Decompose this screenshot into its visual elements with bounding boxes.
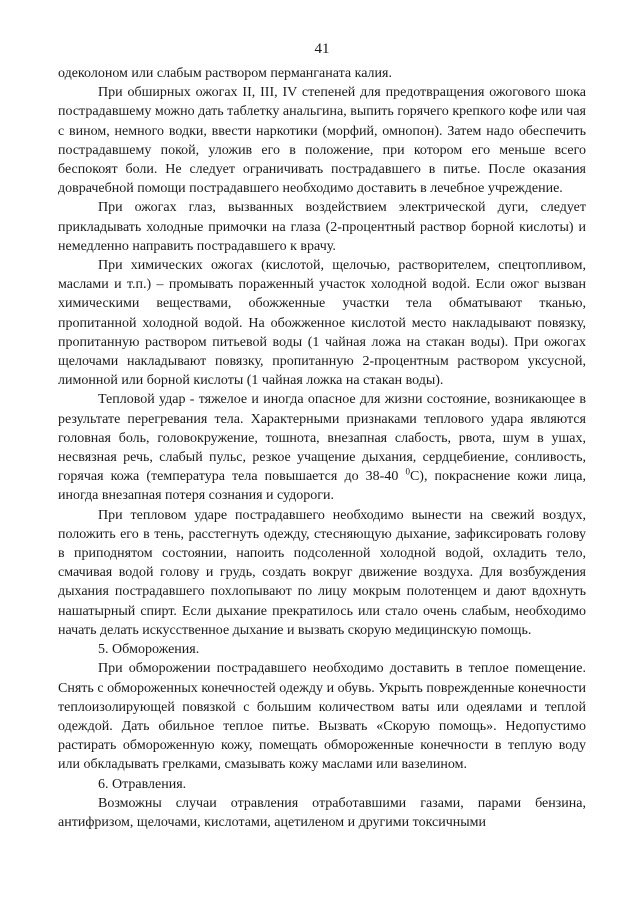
paragraph-continuation: одеколоном или слабым раствором перманганата калия. (58, 66, 392, 81)
paragraph-poisoning: Возможны случаи отравления отработавшими газами, парами бензина, антифризом, щелочами, кислотами, ацетиленом и другими токсичными (58, 795, 586, 830)
section-heading-frostbite: 5. Обморожения. (98, 642, 200, 658)
paragraph-heat-stroke-aid: При тепловом ударе пострадавшего необходимо вынести на свежий воздух, положить его в тень, расстегнуть одежду, стесняющую дыхание, зафиксировать голову в приподнятом состоянии, напоить подсоленной холодной водой, охладить тело, смачивая водой голову и грудь, создать вокруг движение воздуха. Для возбуждения дыхания пострадавшего похлопывают по лицу мокрым полотенцем и дают вдохнуть нашатырный спирт. Если дыхание прекратилось или стало очень слабым, необходимо начать делать искусственное дыхание и вызвать скорую медицинскую помощь. (58, 507, 586, 638)
paragraph-chemical-burns: При химических ожогах (кислотой, щелочью, растворителем, спецтопливом, маслами и т.п.) – промывать пораженный участок холодной водой. Если ожог вызван химическими веществами, обожженные участки тела обматывают тканью, пропитанной холодной водой. На обожженное кислотой место накладывают повязку, пропитанную раствором питьевой воды (1 чайная ложа на стакан воды). При ожогах щелочами накладывают повязку, пропитанную 2-процентным раствором уксусной, лимонной или борной кислоты (1 чайная ложка на стакан воды). (58, 258, 586, 389)
paragraph-eye-burns: При ожогах глаз, вызванных воздействием электрической дуги, следует прикладывать холодные примочки на глаза (2-процентный раствор борной кислоты) и немедленно направить пострадавшего к врачу. (58, 200, 586, 254)
heat-stroke-text-before: Тепловой удар - тяжелое и иногда опасное для жизни состояние, возникающее в результате перегревания тела. Характерными признаками теплового удара являются головная боль, головокружение, тошнота, внезапная слабость, рвота, шум в ушах, несвязная речь, слабый пульс, резкое учащение дыхания, сердцебиение, сонливость, горячая кожа (температура тела повышается до 38-40 (58, 392, 586, 485)
paragraph-heat-stroke-definition (58, 390, 586, 505)
degree-superscript: 0 (405, 466, 410, 477)
page-number: 41 (314, 41, 330, 57)
document-page (58, 40, 586, 832)
heat-stroke-text-after: С), покраснение кожи лица, иногда внезапная потеря сознания и судороги. (58, 469, 586, 504)
paragraph-frostbite: При обморожении пострадавшего необходимо доставить в теплое помещение. Снять с обмороженных конечностей одежду и обувь. Укрыть поврежденные конечности теплоизолирующей повязкой с большим количеством ваты или одеялами и теплой одеждой. Дать обильное теплое питье. Вызвать «Скорую помощь». Недопустимо растирать обмороженную кожу, помещать обмороженные конечности в теплую воду или обкладывать грелками, смазывать кожу маслами или вазелином. (58, 661, 586, 773)
section-heading-poisoning: 6. Отравления. (98, 776, 187, 792)
paragraph-extensive-burns: При обширных ожогах II, III, IV степеней для предотвращения ожогового шока пострадавшему можно дать таблетку анальгина, выпить горячего крепкого кофе или чая с вином, немного водки, ввести наркотики (морфий, омнопон). Затем надо обеспечить пострадавшему покой, уложив его в положение, при котором его меньше всего беспокоят боли. Не следует ограничивать пострадавшего в питье. После оказания доврачебной помощи пострадавшего необходимо доставить в лечебное учреждение. (58, 85, 586, 197)
